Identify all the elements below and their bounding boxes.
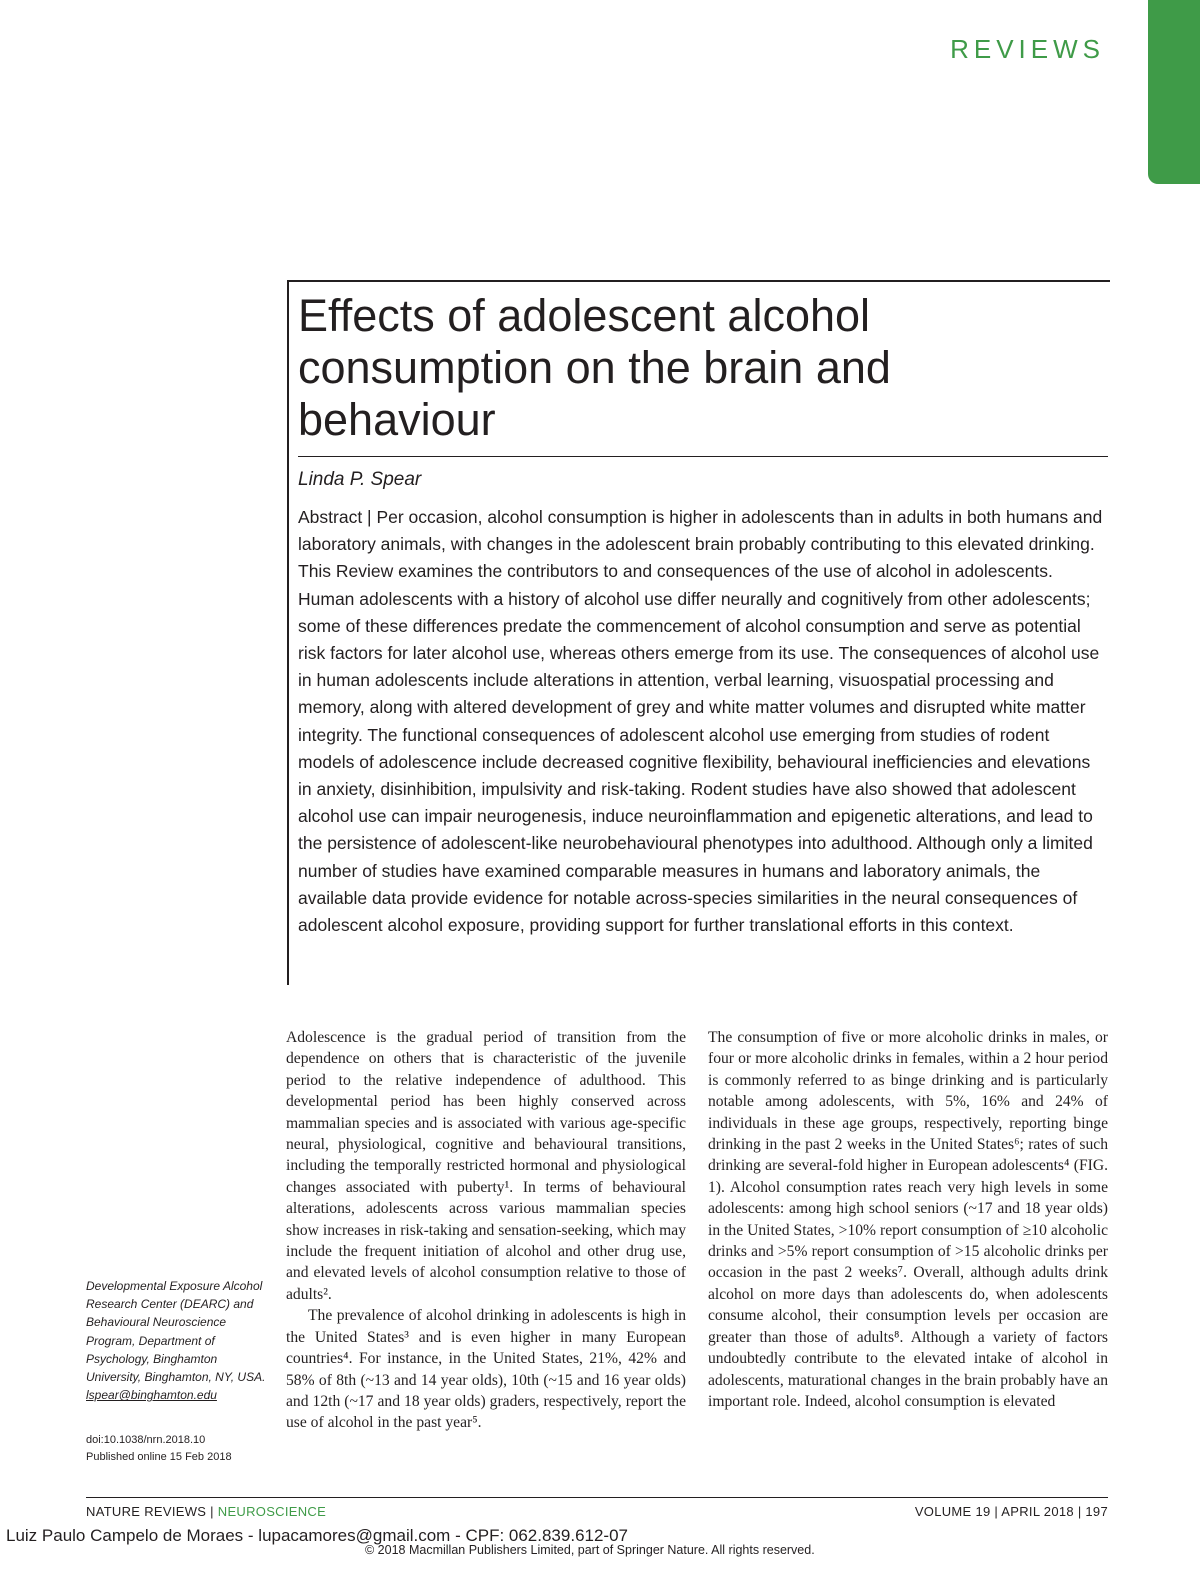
body-paragraph: The consumption of five or more alcoholic drinks in males, or four or more alcoholic drinks in females, within a 2 hour period is commonly referred to as binge drinking and is particularly notable among adolescents, with 5%, 16% and 24% of individuals in these age groups, respectively, reporting binge drinking in the past 2 weeks in the United States⁶; rates of such drinking are several-fold higher in European adolescents⁴ (FIG. 1). Alcohol consumption rates reach very high levels in some adolescents: among high school seniors (~17 and 18 year olds) in the United States, >10% report consumption of ≥10 alcoholic drinks and >5% report consumption of >15 alcoholic drinks per occasion in the past 2 weeks⁷. Overall, although adults drink alcohol on more days than adolescents do, when adolescents consume alcohol, their consumption levels per occasion are greater than those of adults⁸. Although a variety of factors undoubtedly contribute to the elevated intake of alcohol in adolescents, maturational changes in the brain probably have an important role. Indeed, alcohol consumption is elevated — [708, 1029, 1108, 1410]
doi-link[interactable]: doi:10.1038/nrn.2018.10 — [86, 1434, 206, 1446]
body-column-right — [708, 1027, 1108, 1412]
abstract-text: Abstract | Per occasion, alcohol consumption is higher in adolescents than in adults in both humans and laboratory animals, with changes in the adolescent brain probably contributing to this elevated drinking. This Review examines the contributors to and consequences of the use of alcohol in adolescents. Human adolescents with a history of alcohol use differ neurally and cognitively from other adolescents; some of these differences predate the commencement of alcohol consumption and serve as potential risk factors for later alcohol use, whereas others emerge from its use. The consequences of alcohol use in human adolescents include alterations in attention, verbal learning, visuospatial processing and memory, along with altered development of grey and white matter volumes and disrupted white matter integrity. The functional consequences of adolescent alcohol use emerging from studies of rodent models of adolescence include decreased cognitive flexibility, behavioural inefficiencies and elevations in anxiety, disinhibition, impulsivity and risk-taking. Rodent studies have also showed that adolescent alcohol use can impair neurogenesis, induce neuroinflammation and epigenetic alterations, and lead to the persistence of adolescent-like neurobehavioural phenotypes into adulthood. Although only a limited number of studies have examined comparable measures in humans and laboratory animals, the available data provide evidence for notable across-species similarities in the neural consequences of adolescent alcohol exposure, providing support for further translational efforts in this context. — [298, 507, 1103, 936]
doi-block — [86, 1432, 276, 1466]
copyright-notice: © 2018 Macmillan Publishers Limited, part of Springer Nature. All rights reserved. — [365, 1543, 815, 1557]
author-email-link[interactable]: lspear@binghamton.edu — [86, 1388, 217, 1403]
published-date: Published online 15 Feb 2018 — [86, 1451, 232, 1463]
section-label: REVIEWS — [950, 34, 1105, 64]
download-watermark: Luiz Paulo Campelo de Moraes - lupacamores@gmail.com - CPF: 062.839.612-07 — [6, 1526, 629, 1545]
journal-name: NATURE REVIEWS | — [86, 1504, 218, 1519]
footer-issue: VOLUME 19 | APRIL 2018 | 197 — [914, 1504, 1108, 1519]
title-left-rule — [287, 280, 289, 985]
author-name: Linda P. Spear — [298, 469, 422, 490]
journal-subject: NEUROSCIENCE — [217, 1504, 327, 1519]
body-column-left — [286, 1027, 686, 1434]
footer-rule — [86, 1497, 1108, 1498]
article-title: Effects of adolescent alcohol consumption on the brain and behaviour — [298, 290, 891, 445]
title-top-rule — [287, 280, 1110, 282]
footer-journal — [86, 1504, 326, 1519]
section-color-tab — [1148, 0, 1200, 184]
affiliation-text: Developmental Exposure Alcohol Research Center (DEARC) and Behavioural Neuroscience Program, Department of Psychology, Binghamton University, Binghamton, NY, USA. — [86, 1279, 266, 1385]
body-paragraph: Adolescence is the gradual period of transition from the dependence on others that is characteristic of the juvenile period to the relative independence of adulthood. This developmental period has been highly conserved across mammalian species and is associated with various age-specific neural, physiological, cognitive and behavioural transitions, including the temporally restricted hormonal and physiological changes associated with puberty¹. In terms of behavioural alterations, adolescents across various mammalian species show increases in risk-taking and sensation-seeking, which may include the frequent initiation of alcohol and other drug use, and elevated levels of alcohol consumption relative to those of adults². — [286, 1029, 686, 1303]
body-paragraph: The prevalence of alcohol drinking in adolescents is high in the United States³ and is even higher in many European countries⁴. For instance, in the United States, 21%, 42% and 58% of 8th (~13 and 14 year olds), 10th (~15 and 16 year olds) and 12th (~17 and 18 year olds) graders, respectively, report the use of alcohol in the past year⁵. — [286, 1307, 686, 1432]
author-affiliation — [86, 1277, 266, 1404]
title-bottom-rule — [298, 456, 1108, 457]
